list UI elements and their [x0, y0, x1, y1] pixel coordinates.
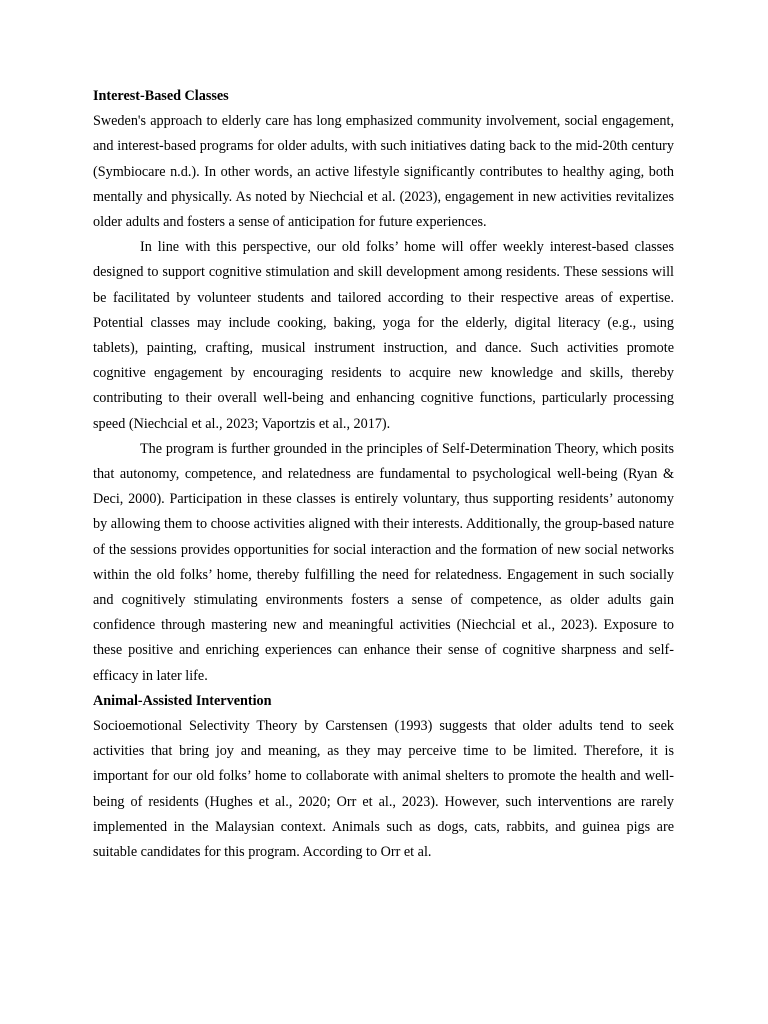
document-page	[93, 84, 674, 865]
paragraph-socioemotional: Socioemotional Selectivity Theory by Carstensen (1993) suggests that older adults tend to seek activities that bring joy and meaning, as they may perceive time to be limited. Therefore, it is important for our old folks’ home to collaborate with animal shelters to promote the health and well-being of residents (Hughes et al., 2020; Orr et al., 2023). However, such interventions are rarely implemented in the Malaysian context. Animals such as dogs, cats, rabbits, and guinea pigs are suitable candidates for this program. According to Orr et al.	[93, 718, 674, 861]
paragraph-weekly-classes: In line with this perspective, our old folks’ home will offer weekly interest-based classes designed to support cognitive stimulation and skill development among residents. These sessions will be facilitated by volunteer students and tailored according to their respective areas of expertise. Potential classes may include cooking, baking, yoga for the elderly, digital literacy (e.g., using tablets), painting, crafting, musical instrument instruction, and dance. Such activities promote cognitive engagement by encouraging residents to acquire new knowledge and skills, thereby contributing to their overall well-being and enhancing cognitive functions, particularly processing speed (Niechcial et al., 2023; Vaportzis et al., 2017).	[93, 239, 674, 432]
paragraph-self-determination: The program is further grounded in the principles of Self-Determination Theory, which posits that autonomy, competence, and relatedness are fundamental to psychological well-being (Ryan & Deci, 2000). Participation in these classes is entirely voluntary, thus supporting residents’ autonomy by allowing them to choose activities aligned with their interests. Additionally, the group-based nature of the sessions provides opportunities for social interaction and the formation of new social networks within the old folks’ home, thereby fulfilling the need for relatedness. Engagement in such socially and cognitively stimulating environments fosters a sense of competence, as older adults gain confidence through mastering new and meaningful activities (Niechcial et al., 2023). Exposure to these positive and enriching experiences can enhance their sense of cognitive sharpness and self-efficacy in later life.	[93, 440, 674, 684]
paragraph-sweden-approach: Sweden's approach to elderly care has long emphasized community involvement, social engagement, and interest-based programs for older adults, with such initiatives dating back to the mid-20th century (Symbiocare n.d.). In other words, an active lifestyle significantly contributes to healthy aging, both mentally and physically. As noted by Niechcial et al. (2023), engagement in new activities revitalizes older adults and fosters a sense of anticipation for future experiences.	[93, 113, 674, 231]
section-heading-animal-assisted: Animal-Assisted Intervention	[93, 692, 272, 709]
section-heading-interest-based-classes: Interest-Based Classes	[93, 88, 229, 104]
